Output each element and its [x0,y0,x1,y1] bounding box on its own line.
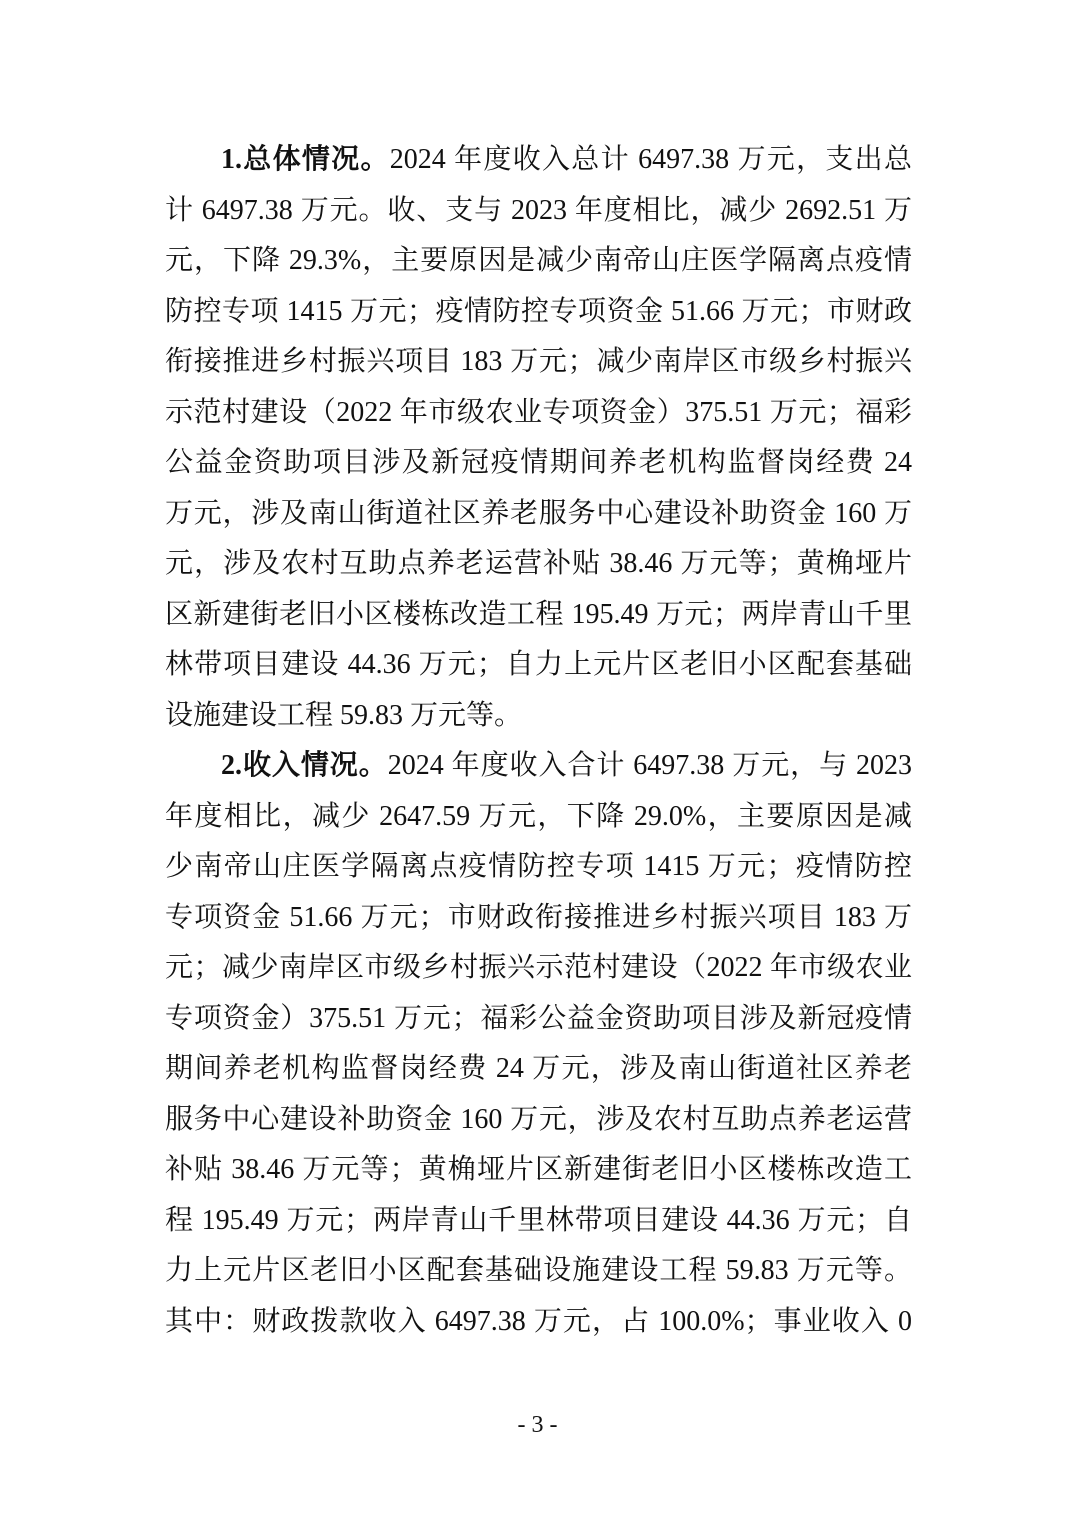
paragraph-line: 其中：财政拨款收入 6497.38 万元，占 100.0%；事业收入 0 [165,1305,912,1337]
paragraph-line [165,741,912,792]
document-body [165,135,912,1347]
paragraph-line: 元，涉及农村互助点养老运营补贴 38.46 万元等；黄桷垭片 [165,548,912,579]
paragraph-line: 补贴 38.46 万元等；黄桷垭片区新建街老旧小区楼栋改造工 [165,1154,912,1185]
paragraph-overall [165,135,912,741]
paragraph-line: 少南帝山庄医学隔离点疫情防控专项 1415 万元；疫情防控 [165,851,912,882]
paragraph-line: 公益金资助项目涉及新冠疫情期间养老机构监督岗经费 24 [165,447,912,478]
paragraph-line: 示范村建设（2022 年市级农业专项资金）375.51 万元；福彩 [165,396,912,428]
paragraph-line: 区新建街老旧小区楼栋改造工程 195.49 万元；两岸青山千里 [165,598,912,630]
section-heading: 2.收入情况。 [221,750,388,781]
paragraph-line [165,135,912,186]
paragraph-line: 计 6497.38 万元。收、支与 2023 年度相比，减少 2692.51 万 [165,194,912,226]
paragraph-line: 专项资金）375.51 万元；福彩公益金资助项目涉及新冠疫情 [165,1002,912,1034]
page-number: - 3 - [517,1412,558,1438]
paragraph-line: 设施建设工程 59.83 万元等。 [165,699,523,731]
paragraph-line: 服务中心建设补助资金 160 万元，涉及农村互助点养老运营 [165,1103,912,1135]
section-heading: 1.总体情况。 [221,144,390,175]
paragraph-line: 期间养老机构监督岗经费 24 万元，涉及南山街道社区养老 [165,1053,912,1084]
paragraph-line: 专项资金 51.66 万元；市财政衔接推进乡村振兴项目 183 万 [165,901,912,933]
line-text: 2024 年度收入总计 6497.38 万元，支出总 [389,144,912,175]
paragraph-line: 力上元片区老旧小区配套基础设施建设工程 59.83 万元等。 [165,1255,912,1286]
paragraph-line: 年度相比，减少 2647.59 万元，下降 29.0%，主要原因是减 [165,800,912,832]
paragraph-line: 万元，涉及南山街道社区养老服务中心建设补助资金 160 万 [165,497,912,529]
paragraph-line: 元；减少南岸区市级乡村振兴示范村建设（2022 年市级农业 [165,952,912,983]
paragraph-line: 程 195.49 万元；两岸青山千里林带项目建设 44.36 万元；自 [165,1204,912,1236]
paragraph-line: 林带项目建设 44.36 万元；自力上元片区老旧小区配套基础 [165,649,912,680]
line-text: 2024 年度收入合计 6497.38 万元，与 2023 [387,750,912,781]
paragraph-line: 元，下降 29.3%，主要原因是减少南帝山庄医学隔离点疫情 [165,245,912,276]
paragraph-line: 防控专项 1415 万元；疫情防控专项资金 51.66 万元；市财政 [165,295,912,327]
paragraph-line: 衔接推进乡村振兴项目 183 万元；减少南岸区市级乡村振兴 [165,346,912,377]
paragraph-income [165,741,912,1347]
